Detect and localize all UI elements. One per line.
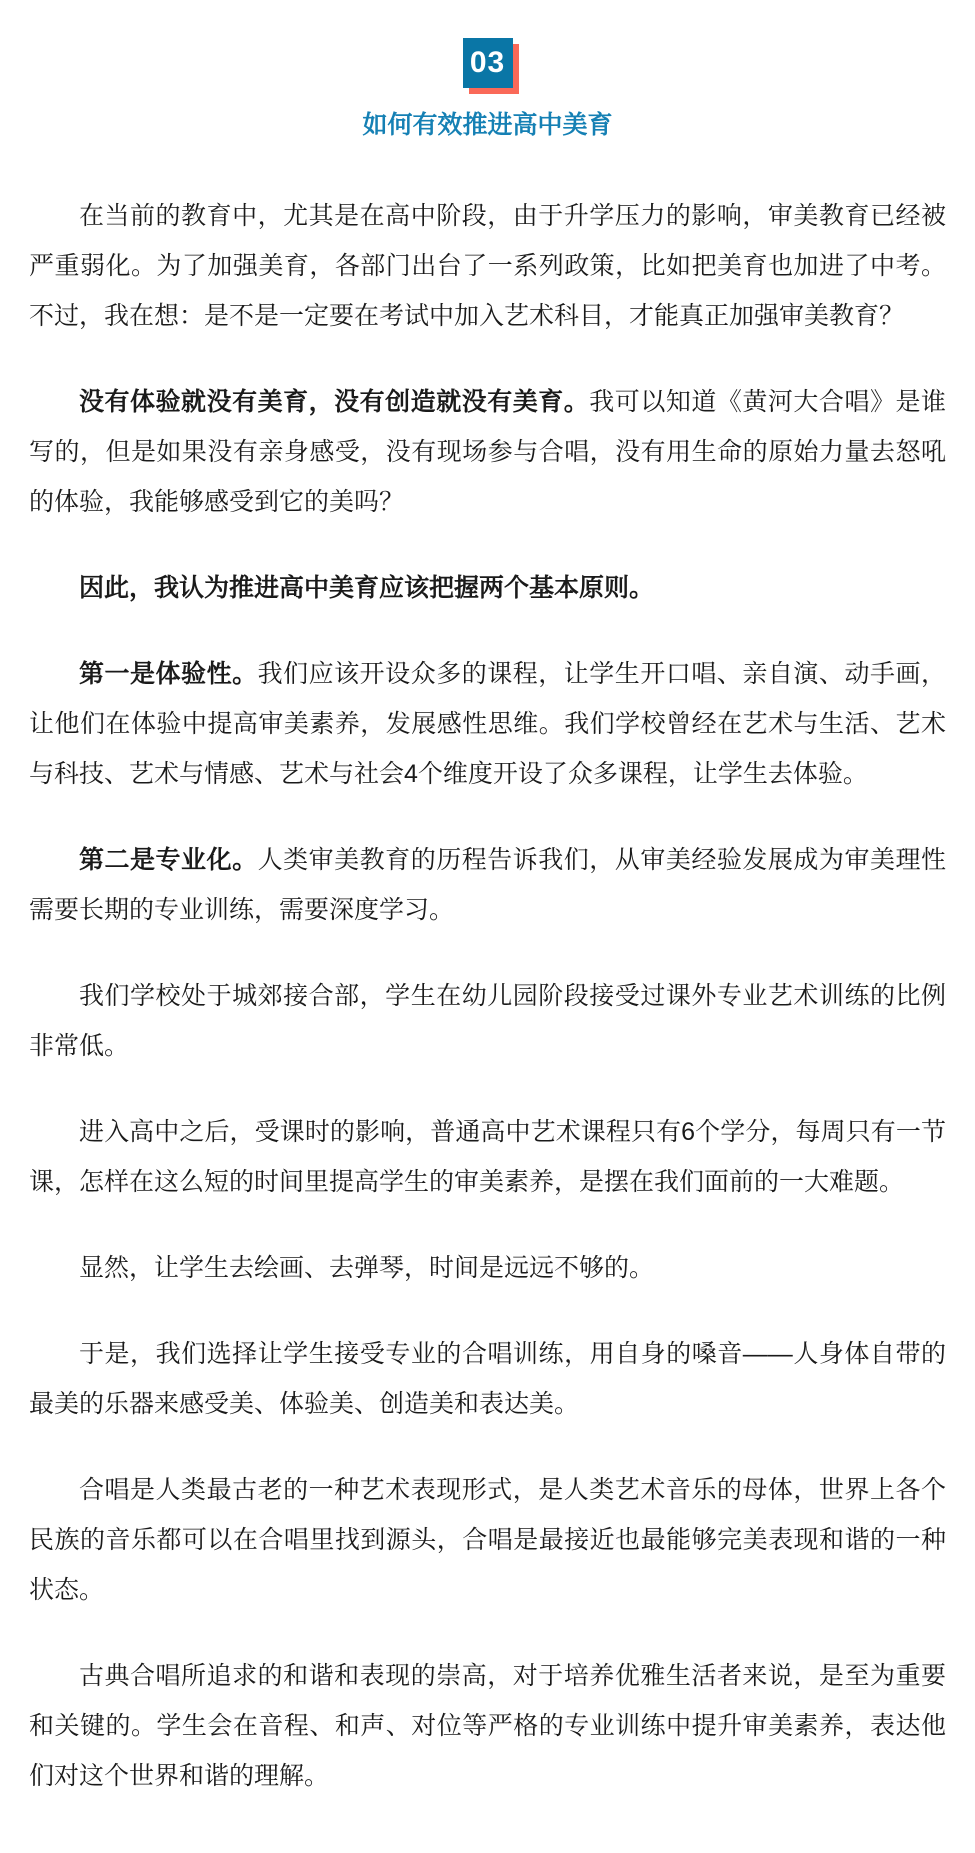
paragraph [29,1329,946,1429]
paragraph [29,1651,946,1801]
paragraph-text: 于是，我们选择让学生接受专业的合唱训练，用自身的嗓音——人身体自带的最美的乐器来感受美、体验美、创造美和表达美。 [29,1340,946,1418]
paragraph [29,191,946,341]
paragraph [29,649,946,799]
paragraph-lead-bold: 第二是专业化。 [79,846,258,874]
paragraph-text: 我们应该开设众多的课程，让学生开口唱、亲自演、动手画，让他们在体验中提高审美素养，发展感性思维。我们学校曾经在艺术与生活、艺术与科技、艺术与情感、艺术与社会4个维度开设了众多课程，让学生去体验。 [29,660,946,788]
paragraph-text: 我可以知道《黄河大合唱》是谁写的，但是如果没有亲身感受，没有现场参与合唱，没有用生命的原始力量去怒吼的体验，我能够感受到它的美吗？ [29,388,946,516]
paragraph-text: 人类审美教育的历程告诉我们，从审美经验发展成为审美理性需要长期的专业训练，需要深度学习。 [29,846,946,924]
paragraph-text: 在当前的教育中，尤其是在高中阶段，由于升学压力的影响，审美教育已经被严重弱化。为了加强美育，各部门出台了一系列政策，比如把美育也加进了中考。不过，我在想：是不是一定要在考试中加入艺术科目，才能真正加强审美教育？ [29,202,946,330]
paragraph [29,563,946,613]
paragraph-text: 显然，让学生去绘画、去弹琴，时间是远远不够的。 [79,1254,655,1282]
paragraph-text: 进入高中之后，受课时的影响，普通高中艺术课程只有6个学分，每周只有一节课，怎样在这么短的时间里提高学生的审美素养，是摆在我们面前的一大难题。 [29,1118,946,1196]
section-number-badge: 03 [463,38,513,88]
paragraph [29,1243,946,1293]
paragraph [29,1465,946,1615]
paragraph [29,377,946,527]
paragraph [29,1107,946,1207]
paragraph-text: 古典合唱所追求的和谐和表现的崇高，对于培养优雅生活者来说，是至为重要和关键的。学生会在音程、和声、对位等严格的专业训练中提升审美素养，表达他们对这个世界和谐的理解。 [29,1662,946,1790]
paragraph-lead-bold: 没有体验就没有美育，没有创造就没有美育。 [79,388,590,416]
section-title: 如何有效推进高中美育 [362,111,613,139]
paragraph-lead-bold: 第一是体验性。 [79,660,258,688]
paragraph [29,971,946,1071]
paragraph [29,835,946,935]
paragraph-lead-bold: 因此，我认为推进高中美育应该把握两个基本原则。 [79,574,655,602]
article-body [29,140,946,1801]
section-header [29,0,946,140]
paragraph-text: 我们学校处于城郊接合部，学生在幼儿园阶段接受过课外专业艺术训练的比例非常低。 [29,982,946,1060]
paragraph-text: 合唱是人类最古老的一种艺术表现形式，是人类艺术音乐的母体，世界上各个民族的音乐都可以在合唱里找到源头，合唱是最接近也最能够完美表现和谐的一种状态。 [29,1476,946,1604]
